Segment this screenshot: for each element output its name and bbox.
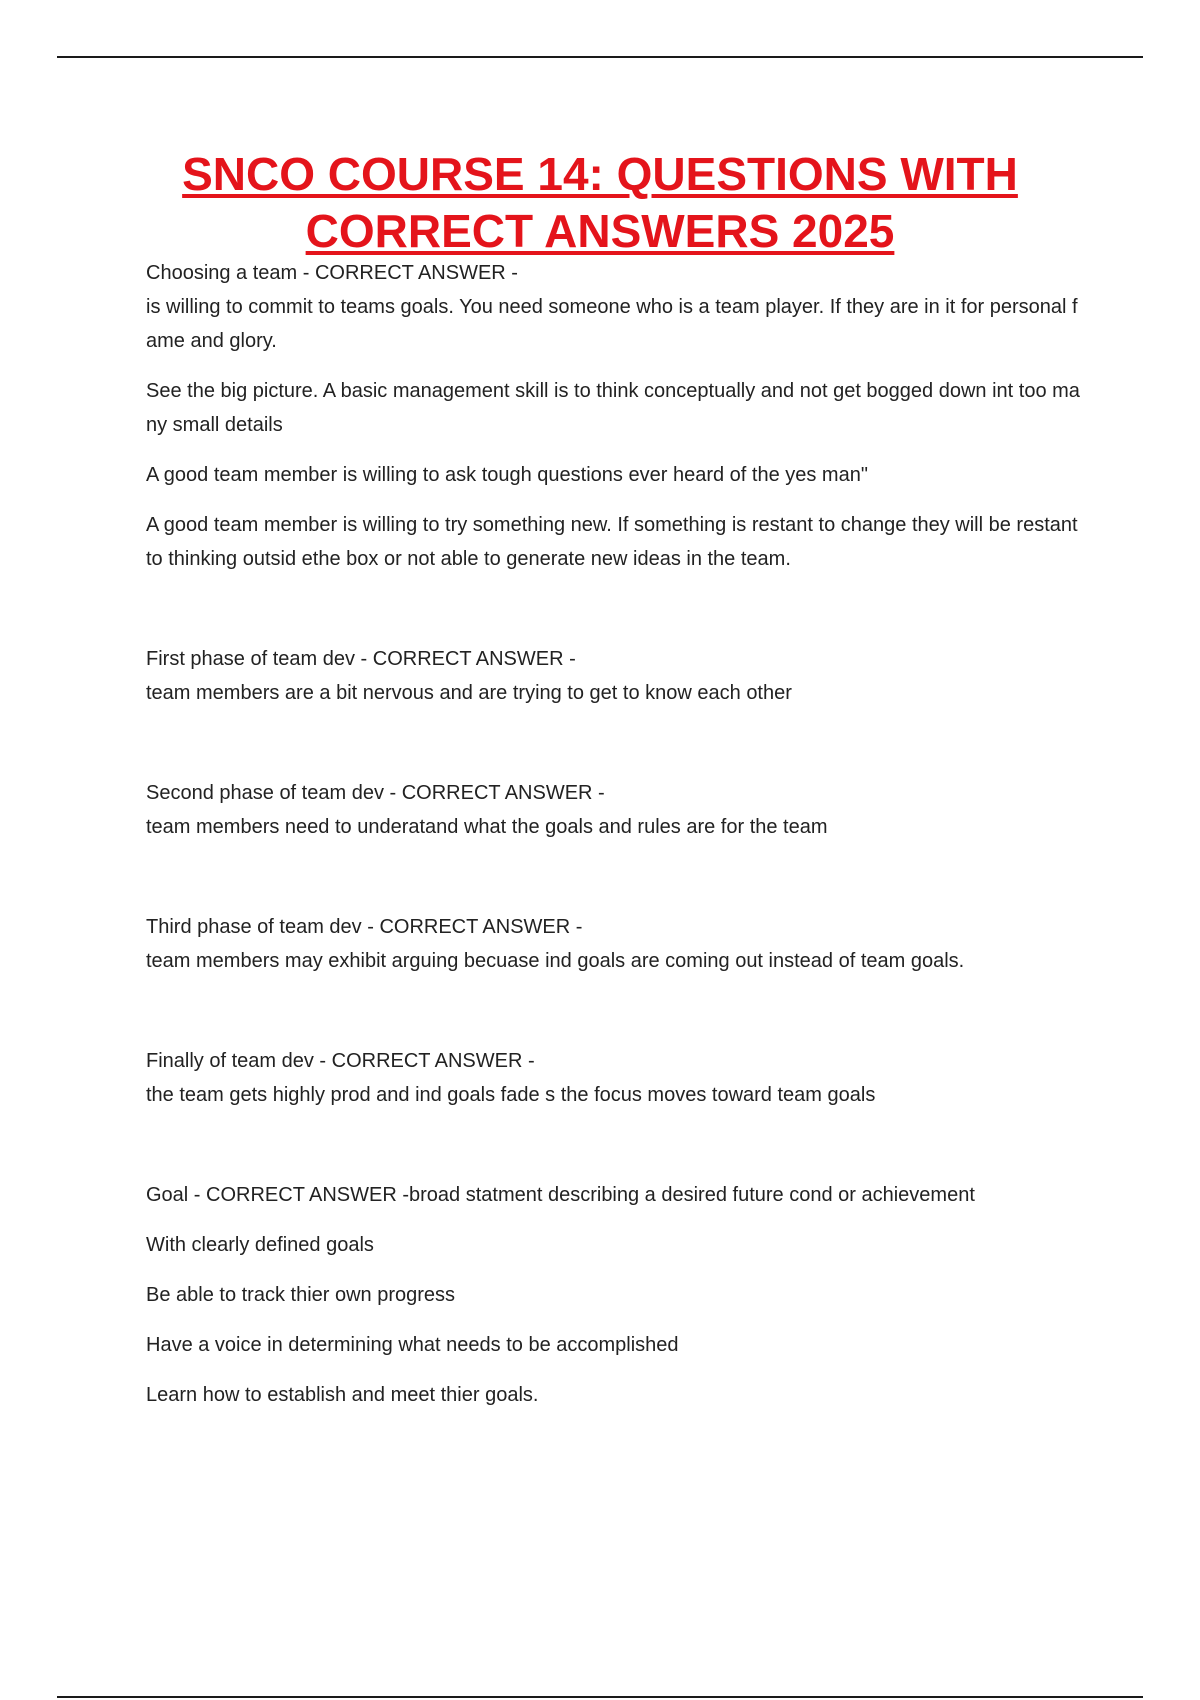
question-first-phase: First phase of team dev - CORRECT ANSWER -	[146, 648, 576, 670]
answer-paragraph: A good team member is willing to try something new. If something is restant to change they will be restant to thinking outsid ethe box or not able to generate new ideas in the team.	[146, 514, 1078, 570]
answer-paragraph: the team gets highly prod and ind goals fade s the focus moves toward team goals	[146, 1084, 876, 1106]
answer-paragraph: Learn how to establish and meet thier goals.	[146, 1384, 539, 1406]
answer-paragraph: team members may exhibit arguing becuase ind goals are coming out instead of team goals.	[146, 950, 965, 972]
answer-paragraph: Have a voice in determining what needs to be accomplished	[146, 1334, 679, 1356]
answer-paragraph: team members need to underatand what the goals and rules are for the team	[146, 816, 828, 838]
answer-paragraph: team members are a bit nervous and are trying to get to know each other	[146, 682, 792, 704]
answer-paragraph: A good team member is willing to ask tough questions ever heard of the yes man"	[146, 464, 868, 486]
answer-paragraph: See the big picture. A basic management skill is to think conceptually and not get bogged down int too many small details	[146, 380, 1080, 436]
question-choosing-a-team: Choosing a team - CORRECT ANSWER -	[146, 262, 518, 284]
answer-paragraph: is willing to commit to teams goals. You need someone who is a team player. If they are in it for personal fame and glory.	[146, 296, 1078, 352]
bottom-rule	[57, 1696, 1143, 1698]
question-third-phase: Third phase of team dev - CORRECT ANSWER -	[146, 916, 583, 938]
document-title: SNCO COURSE 14: QUESTIONS WITH CORRECT ANSWERS 2025	[182, 148, 1018, 257]
answer-paragraph: Be able to track thier own progress	[146, 1284, 456, 1306]
question-finally: Finally of team dev - CORRECT ANSWER -	[146, 1050, 535, 1072]
document-body	[146, 256, 1086, 1428]
question-goal: Goal - CORRECT ANSWER -broad statment describing a desired future cond or achievement	[146, 1184, 975, 1206]
answer-paragraph: With clearly defined goals	[146, 1234, 374, 1256]
question-second-phase: Second phase of team dev - CORRECT ANSWER -	[146, 782, 605, 804]
top-rule	[57, 56, 1143, 58]
